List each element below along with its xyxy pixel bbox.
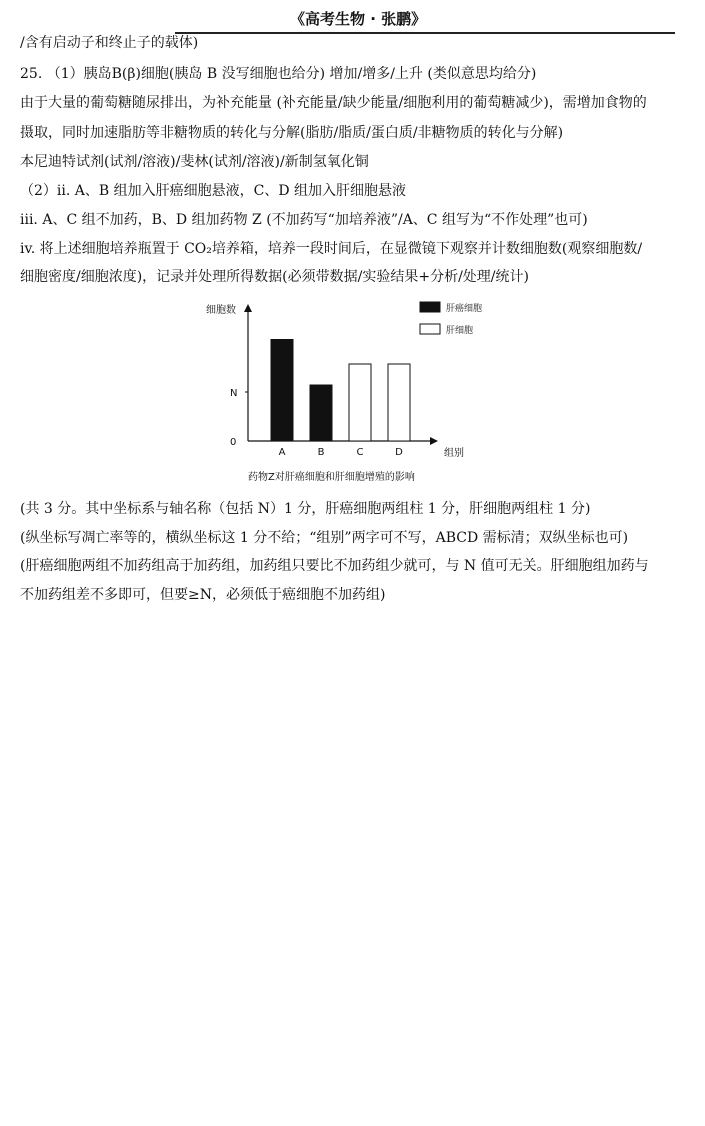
x-axis-arrow	[430, 437, 438, 445]
bar-chart	[190, 298, 490, 468]
bar-b	[310, 385, 332, 441]
text-line-6: （2）ii. A、B 组加入肝癌细胞悬液，C、D 组加入肝细胞悬液	[20, 183, 406, 199]
origin-label: 0	[230, 437, 237, 448]
y-axis-arrow	[244, 304, 252, 312]
text-line-1: /含有启动子和终止子的载体)	[20, 35, 199, 51]
note-line-1: (共 3 分。其中坐标系与轴名称（包括 N）1 分，肝癌细胞两组柱 1 分，肝细胞两组柱 1 分)	[20, 501, 591, 517]
bar-a	[271, 340, 293, 442]
note-line-3: (肝癌细胞两组不加药组高于加药组，加药组只要比不加药组少就可，与 N 值可无关。肝细胞组加药与	[20, 558, 649, 574]
text-line-7: iii. A、C 组不加药，B、D 组加药物 Z (不加药写“加培养液”/A、C 组写为“不作处理”也可)	[20, 212, 588, 228]
x-tick-label-c: C	[356, 447, 364, 458]
n-tick-label: N	[230, 388, 238, 399]
legend-label-0: 肝癌细胞	[446, 304, 483, 314]
chart-caption: 药物Z对肝癌细胞和肝细胞增殖的影响	[248, 472, 415, 483]
legend-label-1: 肝细胞	[446, 326, 474, 336]
text-line-3: 由于大量的葡萄糖随尿排出，为补充能量 (补充能量/缺少能量/细胞利用的葡萄糖减少)，需增加食物的	[20, 95, 647, 111]
y-axis-label: 细胞数	[206, 305, 236, 316]
bar-c	[349, 364, 371, 441]
bars-group	[271, 340, 410, 442]
text-line-8: iv. 将上述细胞培养瓶置于 CO₂培养箱，培养一段时间后，在显微镜下观察并计数细胞数(观察细胞数/	[20, 241, 643, 257]
bar-d	[388, 364, 410, 441]
header-title: 《高考生物 · 张鹏》	[290, 10, 427, 28]
text-line-4: 摄取，同时加速脂肪等非糖物质的转化与分解(脂肪/脂质/蛋白质/非糖物质的转化与分解)	[20, 125, 564, 141]
text-line-9: 细胞密度/细胞浓度)，记录并处理所得数据(必须带数据/实验结果+分析/处理/统计)	[20, 269, 529, 285]
note-line-4: 不加药组差不多即可，但要≥N，必须低于癌细胞不加药组)	[20, 587, 386, 603]
header-rule	[175, 32, 675, 34]
legend-swatch-1	[420, 324, 440, 334]
x-tick-label-b: B	[317, 447, 325, 458]
x-tick-labels	[279, 447, 404, 458]
text-line-2: 25. （1）胰岛B(β)细胞(胰岛 B 没写细胞也给分) 增加/增多/上升 (类似意思均给分)	[20, 66, 537, 82]
note-line-2: (纵坐标写凋亡率等的，横纵坐标这 1 分不给；“组别”两字可不写，ABCD 需标清；双纵坐标也可)	[20, 530, 629, 546]
x-axis-label: 组别	[444, 448, 464, 459]
chart-legend	[420, 302, 482, 336]
text-line-5: 本尼迪特试剂(试剂/溶液)/斐林(试剂/溶液)/新制氢氧化铜	[20, 154, 369, 170]
x-tick-label-d: D	[395, 447, 403, 458]
legend-swatch-0	[420, 302, 440, 312]
x-tick-label-a: A	[278, 447, 286, 458]
